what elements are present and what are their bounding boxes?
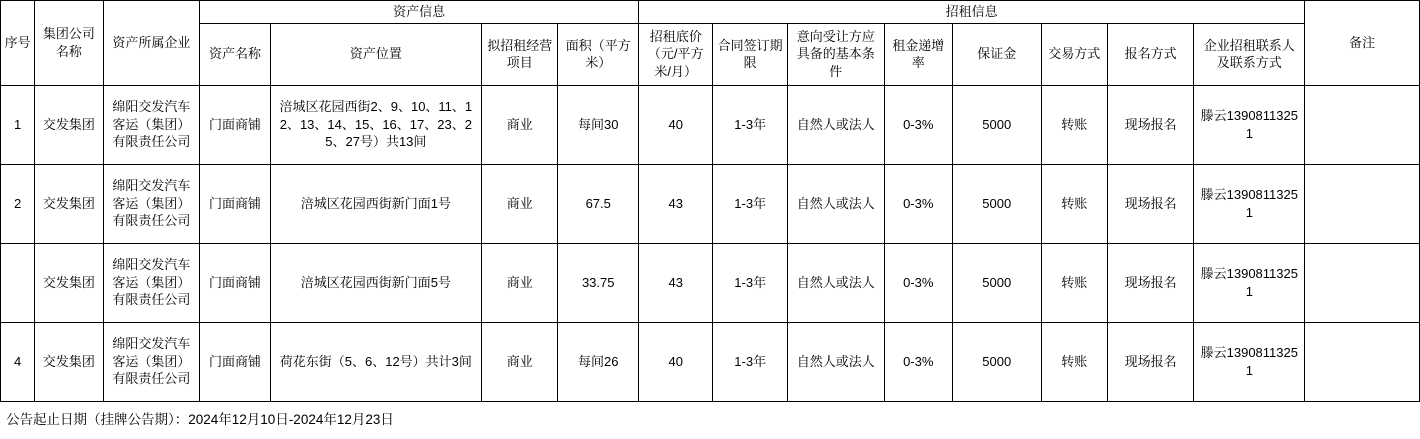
cell-asset-location: 涪城区花园西街新门面1号	[270, 164, 481, 243]
table-row	[1, 164, 1420, 243]
table-header	[1, 1, 1420, 86]
cell-seq: 4	[1, 322, 35, 401]
cell-asset-location: 荷花东街（5、6、12号）共计3间	[270, 322, 481, 401]
cell-contract-term: 1-3年	[713, 164, 787, 243]
column-header-group-company: 集团公司名称	[35, 1, 103, 86]
cell-payment-method: 转账	[1041, 243, 1107, 322]
cell-base-price: 43	[638, 164, 712, 243]
cell-contact: 滕云13908113251	[1194, 85, 1305, 164]
table-group-header-row	[1, 1, 1420, 24]
column-header-apply-method: 报名方式	[1107, 23, 1194, 85]
cell-basic-conditions: 自然人或法人	[787, 85, 884, 164]
cell-asset-name: 门面商铺	[200, 85, 270, 164]
column-header-seq: 序号	[1, 1, 35, 86]
cell-area: 33.75	[558, 243, 639, 322]
table-row	[1, 322, 1420, 401]
cell-contact: 滕云13908113251	[1194, 322, 1305, 401]
cell-rent-increase: 0-3%	[884, 85, 952, 164]
cell-lease-project: 商业	[482, 243, 558, 322]
column-header-rent-increase: 租金递增率	[884, 23, 952, 85]
column-header-contact: 企业招租联系人及联系方式	[1194, 23, 1305, 85]
cell-payment-method: 转账	[1041, 85, 1107, 164]
cell-seq	[1, 243, 35, 322]
cell-deposit: 5000	[952, 164, 1041, 243]
cell-contract-term: 1-3年	[713, 85, 787, 164]
group-header-lease-info: 招租信息	[638, 1, 1304, 24]
cell-base-price: 40	[638, 85, 712, 164]
cell-basic-conditions: 自然人或法人	[787, 243, 884, 322]
cell-lease-project: 商业	[482, 85, 558, 164]
cell-payment-method: 转账	[1041, 164, 1107, 243]
cell-remark	[1305, 164, 1420, 243]
cell-lease-project: 商业	[482, 322, 558, 401]
cell-remark	[1305, 322, 1420, 401]
group-header-asset-info: 资产信息	[200, 1, 639, 24]
table-subheader-row	[1, 23, 1420, 85]
cell-group-company: 交发集团	[35, 85, 103, 164]
cell-payment-method: 转账	[1041, 322, 1107, 401]
column-header-deposit: 保证金	[952, 23, 1041, 85]
cell-asset-name: 门面商铺	[200, 322, 270, 401]
cell-contact: 滕云13908113251	[1194, 243, 1305, 322]
cell-contact: 滕云13908113251	[1194, 164, 1305, 243]
cell-enterprise: 绵阳交发汽车客运（集团）有限责任公司	[103, 322, 200, 401]
cell-deposit: 5000	[952, 322, 1041, 401]
cell-basic-conditions: 自然人或法人	[787, 322, 884, 401]
cell-apply-method: 现场报名	[1107, 322, 1194, 401]
cell-rent-increase: 0-3%	[884, 322, 952, 401]
table-body	[1, 85, 1420, 401]
cell-enterprise: 绵阳交发汽车客运（集团）有限责任公司	[103, 85, 200, 164]
cell-group-company: 交发集团	[35, 243, 103, 322]
cell-area: 每间30	[558, 85, 639, 164]
cell-base-price: 43	[638, 243, 712, 322]
cell-base-price: 40	[638, 322, 712, 401]
column-header-asset-name: 资产名称	[200, 23, 270, 85]
cell-group-company: 交发集团	[35, 164, 103, 243]
column-header-base-price: 招租底价（元/平方米/月）	[638, 23, 712, 85]
cell-remark	[1305, 243, 1420, 322]
cell-asset-location: 涪城区花园西街2、9、10、11、12、13、14、15、16、17、23、25、27号）共13间	[270, 85, 481, 164]
announcement-period-note: 公告起止日期（挂牌公告期）：2024年12月10日-2024年12月23日	[6, 411, 394, 427]
column-header-lease-project: 拟招租经营项目	[482, 23, 558, 85]
cell-basic-conditions: 自然人或法人	[787, 164, 884, 243]
column-header-asset-location: 资产位置	[270, 23, 481, 85]
cell-apply-method: 现场报名	[1107, 164, 1194, 243]
cell-area: 每间26	[558, 322, 639, 401]
cell-asset-name: 门面商铺	[200, 164, 270, 243]
cell-apply-method: 现场报名	[1107, 243, 1194, 322]
cell-contract-term: 1-3年	[713, 322, 787, 401]
cell-rent-increase: 0-3%	[884, 243, 952, 322]
cell-rent-increase: 0-3%	[884, 164, 952, 243]
cell-enterprise: 绵阳交发汽车客运（集团）有限责任公司	[103, 164, 200, 243]
table-row	[1, 243, 1420, 322]
table-row	[1, 85, 1420, 164]
column-header-enterprise: 资产所属企业	[103, 1, 200, 86]
column-header-area: 面积（平方米）	[558, 23, 639, 85]
cell-asset-location: 涪城区花园西街新门面5号	[270, 243, 481, 322]
cell-seq: 1	[1, 85, 35, 164]
cell-deposit: 5000	[952, 85, 1041, 164]
cell-lease-project: 商业	[482, 164, 558, 243]
column-header-basic-conditions: 意向受让方应具备的基本条件	[787, 23, 884, 85]
cell-remark	[1305, 85, 1420, 164]
cell-asset-name: 门面商铺	[200, 243, 270, 322]
column-header-remark: 备注	[1305, 1, 1420, 86]
cell-contract-term: 1-3年	[713, 243, 787, 322]
cell-deposit: 5000	[952, 243, 1041, 322]
cell-area: 67.5	[558, 164, 639, 243]
cell-apply-method: 现场报名	[1107, 85, 1194, 164]
column-header-contract-term: 合同签订期限	[713, 23, 787, 85]
cell-enterprise: 绵阳交发汽车客运（集团）有限责任公司	[103, 243, 200, 322]
cell-group-company: 交发集团	[35, 322, 103, 401]
cell-seq: 2	[1, 164, 35, 243]
column-header-payment-method: 交易方式	[1041, 23, 1107, 85]
